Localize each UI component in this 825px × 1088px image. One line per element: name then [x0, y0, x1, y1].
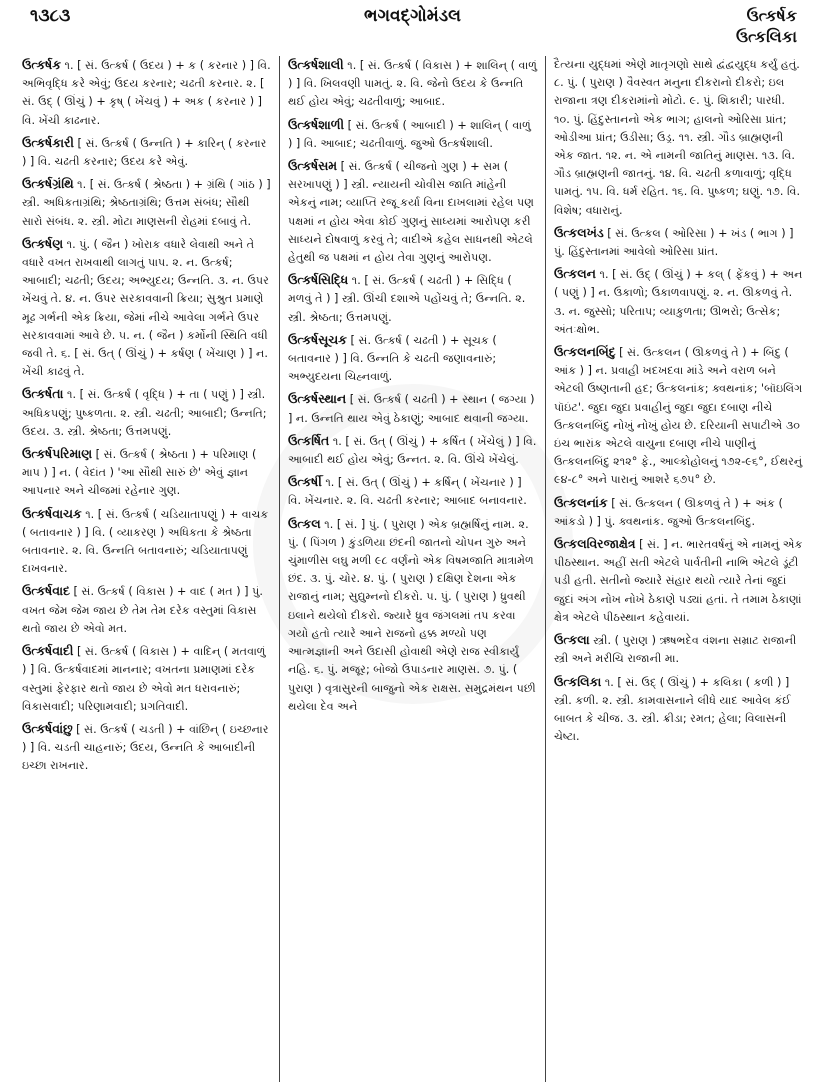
dictionary-columns — [14, 56, 811, 1082]
entry-headword: ઉત્કર્ષકારી — [22, 134, 74, 150]
entry-headword: ઉત્કર્ષવાચક — [22, 505, 82, 521]
entry-definition: ૧. [ સં. ઉત્કર્ષ ( ચઢતી ) + સિદ્ધિ ( મળવું તે ) ] સ્ત્રી. ઊંચી દશાએ પહોંચવું તે; ઉન્નતિ. ૨. સ્ત્રી. શ્રેષ્ઠતા; ઉત્તમપણું. — [288, 274, 526, 324]
entry-definition: [ સં. ઉત્કલ ( ઓરિસા ) + ખંડ ( ભાગ ) ] પું. હિંદુસ્તાનમાં આવેલો ઓરિસા પ્રાંત. — [554, 226, 794, 259]
entry-headword: ઉત્કલનબિંદુ — [554, 344, 616, 360]
dictionary-entry — [22, 56, 271, 130]
entry-definition: ૧. [ સં. ઉત્કર્ષ ( વૃદ્ધિ ) + તા ( પણું ) ] સ્ત્રી. અધિકપણું; પુષ્કળતા. ૨. સ્ત્રી. ચઢતી; આબાદી; ઉન્નતિ; ઉદય. ૩. સ્ત્રી. શ્રેષ્ઠતા; ઉત્તમપણું. — [22, 388, 267, 438]
entry-headword: ઉત્કલિકા — [554, 673, 602, 689]
dictionary-entry — [554, 343, 803, 490]
entry-headword: ઉત્કર્ષગ્રંથિ — [22, 176, 74, 192]
entry-headword: ઉત્કર્ષતા — [22, 386, 64, 402]
dictionary-entry — [554, 631, 803, 668]
dictionary-entry — [554, 265, 803, 339]
entry-definition: [ સં. ઉત્કર્ષ ( ચડતી ) + વાંછિન્ ( ઇચ્છનાર ) ] વિ. ચડતી ચાહનારું; ઉદય, ઉન્નતિ કે આબાદીની ઇચ્છા રાખનાર. — [22, 722, 269, 773]
entry-definition: [ સં. ઉત્કર્ષ ( આબાદી ) + શાલિન્ ( વાળું ) ] વિ. આબાદ; ચઢતીવાળું. જુઓ ઉત્કર્ષશાલી. — [288, 118, 531, 150]
dictionary-entry — [288, 271, 537, 327]
dictionary-entry — [288, 515, 537, 716]
entry-headword: ઉત્કર્ષસૂચક — [288, 331, 347, 347]
entry-headword: ઉત્કર્ષવાંછુ — [22, 720, 73, 736]
page-number: ૧૩૮૩ — [30, 6, 71, 26]
entry-headword: ઉત્કલવિરજાક્ષેત્ર — [554, 536, 636, 552]
guide-word-first: ઉત્કર્ષક — [746, 6, 797, 25]
entry-headword: ઉત્કર્ષસિદ્ધિ — [288, 272, 349, 288]
entry-headword: ઉત્કર્ષશાળી — [288, 116, 345, 132]
dictionary-entry — [22, 445, 271, 501]
entry-definition: ૧. [ સં. ઉત્કર્ષ ( ચડિયાતાપણું ) + વાચક ( બતાવનાર ) ] વિ. ( વ્યાકરણ ) અધિકતા કે શ્રેષ્ઠતા બતાવનાર. ૨. વિ. ઉન્નતિ બતાવનારું; ચડિયાતાપણું દાખવનાર. — [22, 507, 269, 576]
entry-definition: [ સં. ઉત્કર્ષ ( વિકાસ ) + વાદિન્ ( મતવાળું ) ] વિ. ઉત્કર્ષવાદમાં માનનાર; વખતના પ્રમાણમાં દરેક વસ્તુમાં ફેરફાર થતો જાય છે એવો મત ધરાવનારું; વિકાસવાદી; પરિણામવાદી; પ્રગતિવાદી. — [22, 645, 266, 713]
entry-definition: [ સં. ઉત્કલન ( ઊકળવું તે ) + બિંદુ ( આંક ) ] ન. પ્રવાહી ખદખદવા માંડે અને વરાળ બને એટલી ઉષ્ણતાની હદ; ઉત્કલનાંક; ક્વથનાંક; 'બૉઇલિંગ પૉઇંટ'. જુદા જુદા પ્રવાહીનું જુદા જુદા દબાણ નીચે ઉત્કલનબિંદુ નોખું નોખું હોય છે. દરિયાની સપાટીએ ૩૦ ઇંચ ભારાંક એટલે વાયુના દબાણ નીચે પાણીનું ઉત્કલનબિંદુ ૨૧૨° ફે., આલ્કોહોલનું ૧૭૨-૯૬°, ઈથરનું ૯૪-૮° અને પારાનું આશરે ૬૭૫° છે. — [554, 346, 803, 487]
entry-definition: ૧. [ સં. ઉત્ ( ઊંચું ) + કર્ષિન્ ( ખેંચનાર ) ] વિ. ખેંચનાર. ૨. વિ. ચઢતી કરનાર; આબાદ બનાવનાર. — [288, 476, 527, 508]
dictionary-entry — [22, 642, 271, 716]
dictionary-entry — [288, 473, 537, 510]
column-3 — [545, 56, 811, 1082]
entry-definition: [ સં. ઉત્કર્ષ ( ચીજનો ગુણ ) + સમ ( સરખાપણું ) ] સ્ત્રી. ન્યાયની ચોવીસ જાતિ માંહેની એકનું નામ; વ્યાપ્તિ રજૂ કર્યા વિના દાખલામાં રહેલ પણ પક્ષમાં ન હોય એવા કોઈ ગુણનું સાધ્યમાં આરોપણ કરી સાધ્યને દોષવાળું કરવું તે; વાદીએ કહેલ સાધનથી એટલે હેતુથી જ પક્ષમાં ન હોય તેવા ગુણનું આરોપણ. — [288, 160, 535, 265]
entry-headword: ઉત્કર્ષી — [288, 474, 322, 490]
column-1 — [14, 56, 279, 1082]
dictionary-entry — [288, 331, 537, 387]
entry-definition: [ સં. ઉત્કર્ષ ( ચઢતી ) + સ્થાન ( જગ્યા ) ] ન. ઉન્નતિ થાય એવું ઠેકાણું; આબાદ થવાની જગ્યા. — [288, 393, 535, 425]
entry-definition: [ સં. ઉત્કર્ષ ( વિકાસ ) + વાદ ( મત ) ] પું. વખત જેમ જેમ જાય છે તેમ તેમ દરેક વસ્તુમાં વિકાસ થતો જાય છે એવો મત. — [22, 585, 263, 635]
dictionary-entry — [554, 673, 803, 747]
guide-word-last: ઉત્કલિકા — [735, 27, 797, 46]
dictionary-entry — [288, 116, 537, 153]
dictionary-entry — [22, 720, 271, 776]
entry-headword: ઉત્કલનાંક — [554, 494, 608, 510]
dictionary-entry — [554, 224, 803, 261]
dictionary-entry — [288, 56, 537, 112]
entry-headword: ઉત્કર્ષશાલી — [288, 57, 344, 72]
dictionary-entry — [22, 385, 271, 441]
entry-definition: ૧. [ સં. ઉદ્ ( ઊંચું ) + કલ્ ( ફેંકવું ) + અન ( પણું ) ] ન. ઉકાળો; ઉકાળવાપણું. ૨. ન. ઊકળવું તે. ૩. ન. જુસ્સો; પરિતાપ; વ્યાકુળતા; ઊભરો; ઉત્સેક; અંતઃક્ષોભ. — [554, 268, 803, 336]
dictionary-entry — [22, 505, 271, 579]
entry-definition: [ સં. ] ન. ભારતવર્ષનું એ નામનું એક પીઠસ્થાન. અહીં સતી એટલે પાર્વતીની નાભિ એટલે ડૂંટી પડી હતી. સતીનો જ્યારે સંહાર થયો ત્યારે તેનાં જુદાં જુદાં અંગ નોખ નોખે ઠેકાણે પડ્યાં હતાં. તે તમામ ઠેકાણાં ક્ષેત્ર એટલે પીઠસ્થાન કહેવાયાં. — [554, 538, 803, 624]
entry-headword: ઉત્કર્ષસ્થાન — [288, 391, 347, 407]
entry-definition: ૧. પું. ( જૈન ) ખોરાક વધારે લેવાથી અને તે વધારે વખત રાખવાથી લાગતું પાપ. ૨. ન. ઉત્કર્ષ; આબાદી; ચઢતી; ઉદય; અભ્યુદય; ઉન્નતિ. ૩. ન. ઉપર ખેંચવું તે. ૪. ન. ઉપર સરકાવવાની ક્રિયા; સુશ્રુત પ્રમાણે મૂઢ ગર્ભની એક ક્રિયા, જેમાં નીચે આવેલા ગર્ભને ઉપર સરકાવવામાં આવે છે. ૫. ન. ( જૈન ) કર્મોની સ્થિતિ વધી જવી તે. ૬. [ સં. ઉત્ ( ઊંચું ) + કર્ષણ ( ખેંચાણ ) ] ન. ખેંચી કાઢવું તે. — [22, 237, 269, 379]
entry-headword: ઉત્કર્ષપરિમાણ — [22, 446, 93, 462]
entry-definition: ૧. [ સં. ] પું. ( પુરાણ ) એક બ્રહ્મર્ષિનું નામ. ૨. પું. ( પિંગળ ) કુંડળિયા છંદની જાતનો ચોપન ગુરુ અને ચુંમાળીસ લઘુ મળી ૯૮ વર્ણનો એક વિષમજાતિ માત્રામેળ છંદ. ૩. પું. ચોર. ૪. પું. ( પુરાણ ) દક્ષિણ દેશના એક રાજાનું નામ; સુદ્યુમ્નનો દીકરો. ૫. પું. ( પુરાણ ) ધ્રુવથી ઇલાને થયેલો દીકરો. જ્યારે ધ્રુવ જંગલમાં તપ કરવા ગયો હતો ત્યારે આને રાજનો હક્ક મળ્યો પણ આત્મજ્ઞાની અને ઉદાસી હોવાથી એણે રાજ સ્વીકાર્યું નહિ. ૬. પું. મજૂર; બોજો ઉપાડનાર માણસ. ૭. પું. ( પુરાણ ) વૃત્રાસુરની બાજુનો એક રાક્ષસ. સમુદ્રમંથન પછી થયેલા દેવ અને — [288, 517, 536, 713]
entry-definition: ૧. [ સં. ઉત્કર્ષ ( વિકાસ ) + શાલિન્ ( વાળું ) ] વિ. ખિલવણી પામતું. ૨. વિ. જેનો ઉદય કે ઉન્નતિ થઈ હોય એવું; ચઢતીવાળું; આબાદ. — [288, 59, 537, 109]
entry-headword: ઉત્કલ — [288, 515, 321, 531]
entry-definition: ૧. [ સં. ઉત્કર્ષ ( ઉદય ) + ક ( કરનાર ) ] વિ. અભિવૃદ્ધિ કરે એવું; ઉદય કરનાર; ચઢતી કરનાર. ૨. [ સં. ઉદ્ ( ઊંચું ) + કૃષ્ ( ખેંચવું ) + અક ( કરનાર ) ] વિ. ખેંચી કાઢનાર. — [22, 59, 271, 127]
entry-definition: [ સં. ઉત્કર્ષ ( ચઢતી ) + સૂચક ( બતાવનાર ) ] વિ. ઉન્નતિ કે ચઢતી જણાવનારું; અભ્યુદયના ચિહ્નવાળું. — [288, 333, 497, 384]
entry-headword: ઉત્કર્ષણ — [22, 235, 64, 251]
entry-headword: ઉત્કલન — [554, 266, 596, 282]
entry-headword: ઉત્કર્ષસમ — [288, 158, 338, 174]
entry-headword: ઉત્કર્ષવાદ — [22, 583, 70, 599]
entry-headword: ઉત્કર્ષવાદી — [22, 643, 74, 659]
dictionary-entry — [288, 432, 537, 469]
entry-definition: [ સં. ઉત્કલન ( ઊકળવું તે ) + અંક ( આંકડો ) ] પું. ક્વથનાંક. જુઓ ઉત્કલનબિંદુ. — [554, 496, 783, 528]
dictionary-entry — [554, 56, 803, 220]
entry-definition: [ સં. ઉત્કર્ષ ( ઉન્નતિ ) + કારિન્ ( કરનાર ) ] વિ. ચઢતી કરનાર; ઉદય કરે એવું. — [22, 136, 267, 169]
entry-headword: ઉત્કલખંડ — [554, 224, 604, 240]
dictionary-entry — [288, 390, 537, 427]
entry-definition: દૈત્યના યુદ્ધમાં એણે માતૃગણો સાથે દ્વંદ્વયુદ્ધ કર્યું હતું. ૮. પું. ( પુરાણ ) વૈવસ્વત મનુના દીકરાનો દીકરો; ઇલ રાજાના ત્રણ દીકરામાંનો મોટો. ૯. પું. શિકારી; પારધી. ૧૦. પું. હિંદુસ્તાનનો એક ભાગ; હાલનો ઓરિસા પ્રાંત; ઓડીઆ પ્રાંત; ઉડીસા; ઉડ્ર. ૧૧. સ્ત્રી. ગૌડ બ્રાહ્મણની એક જાત. ૧૨. ન. એ નામની જાતિનું માણસ. ૧૩. વિ. ગૌડ બ્રાહ્મણની જાતનું. ૧૪. વિ. ચઢતી કળાવાળું; વૃદ્ધિ પામતું. ૧૫. વિ. ધર્મ રહિત. ૧૬. વિ. પુષ્કળ; ઘણું. ૧૭. વિ. વિશેષ; વધારાનું. — [554, 58, 801, 217]
dictionary-entry — [22, 134, 271, 171]
dictionary-entry — [288, 157, 537, 267]
entry-definition: ૧. [ સં. ઉત્કર્ષ ( શ્રેષ્ઠતા ) + ગ્રંથિ ( ગાંઠ ) ] સ્ત્રી. અધિકતાગ્રંથિ; શ્રેષ્ઠતાગ્રંથિ; ઉત્તમ સંબંધ; સૌથી સારો સંબંધ. ૨. સ્ત્રી. મોટા માણસની રોહમાં દબાવું તે. — [22, 178, 271, 228]
entry-definition: [ સં. ઉત્કર્ષ ( શ્રેષ્ઠતા ) + પરિમાણ ( માપ ) ] ન. ( વેદાંત ) 'આ સૌથી સારું છે' એવું જ્ઞાન આપનાર અને ચીજમાં રહેનાર ગુણ. — [22, 448, 257, 498]
dictionary-entry — [22, 582, 271, 638]
dictionary-entry — [554, 494, 803, 531]
entry-headword: ઉત્કર્ષક — [22, 57, 61, 72]
dictionary-entry — [554, 535, 803, 627]
column-2 — [279, 56, 545, 1082]
entry-definition: ૧. [ સં. ઉત્ ( ઊંચું ) + કર્ષિત ( ખેંચેલું ) ] વિ. આબાદી થઈ હોય એવું; ઉન્નત. ૨. વિ. ઊંચે ખેંચેલું. — [288, 434, 537, 467]
page-header — [14, 0, 811, 48]
entry-headword: ઉત્કલા — [554, 632, 590, 648]
entry-headword: ઉત્કર્ષિત — [288, 432, 330, 448]
dictionary-entry — [22, 175, 271, 231]
book-title: ભગવદ્ગોમંડલ — [364, 6, 461, 26]
entry-definition: ૧. [ સં. ઉદ્ ( ઊંચું ) + કલિકા ( કળી ) ] સ્ત્રી. કળી. ૨. સ્ત્રી. કામવાસનાને લીધે યાદ આવેલ કંઈ બાબત કે ચીજ. ૩. સ્ત્રી. ક્રીડા; રમત; હેલા; વિલાસની ચેષ્ટા. — [554, 675, 791, 744]
entry-definition: સ્ત્રી. ( પુરાણ ) ઋષભદેવ વંશના સમ્રાટ રાજાની સ્ત્રી અને મરીચિ રાજાની મા. — [554, 634, 797, 666]
dictionary-entry — [22, 235, 271, 382]
